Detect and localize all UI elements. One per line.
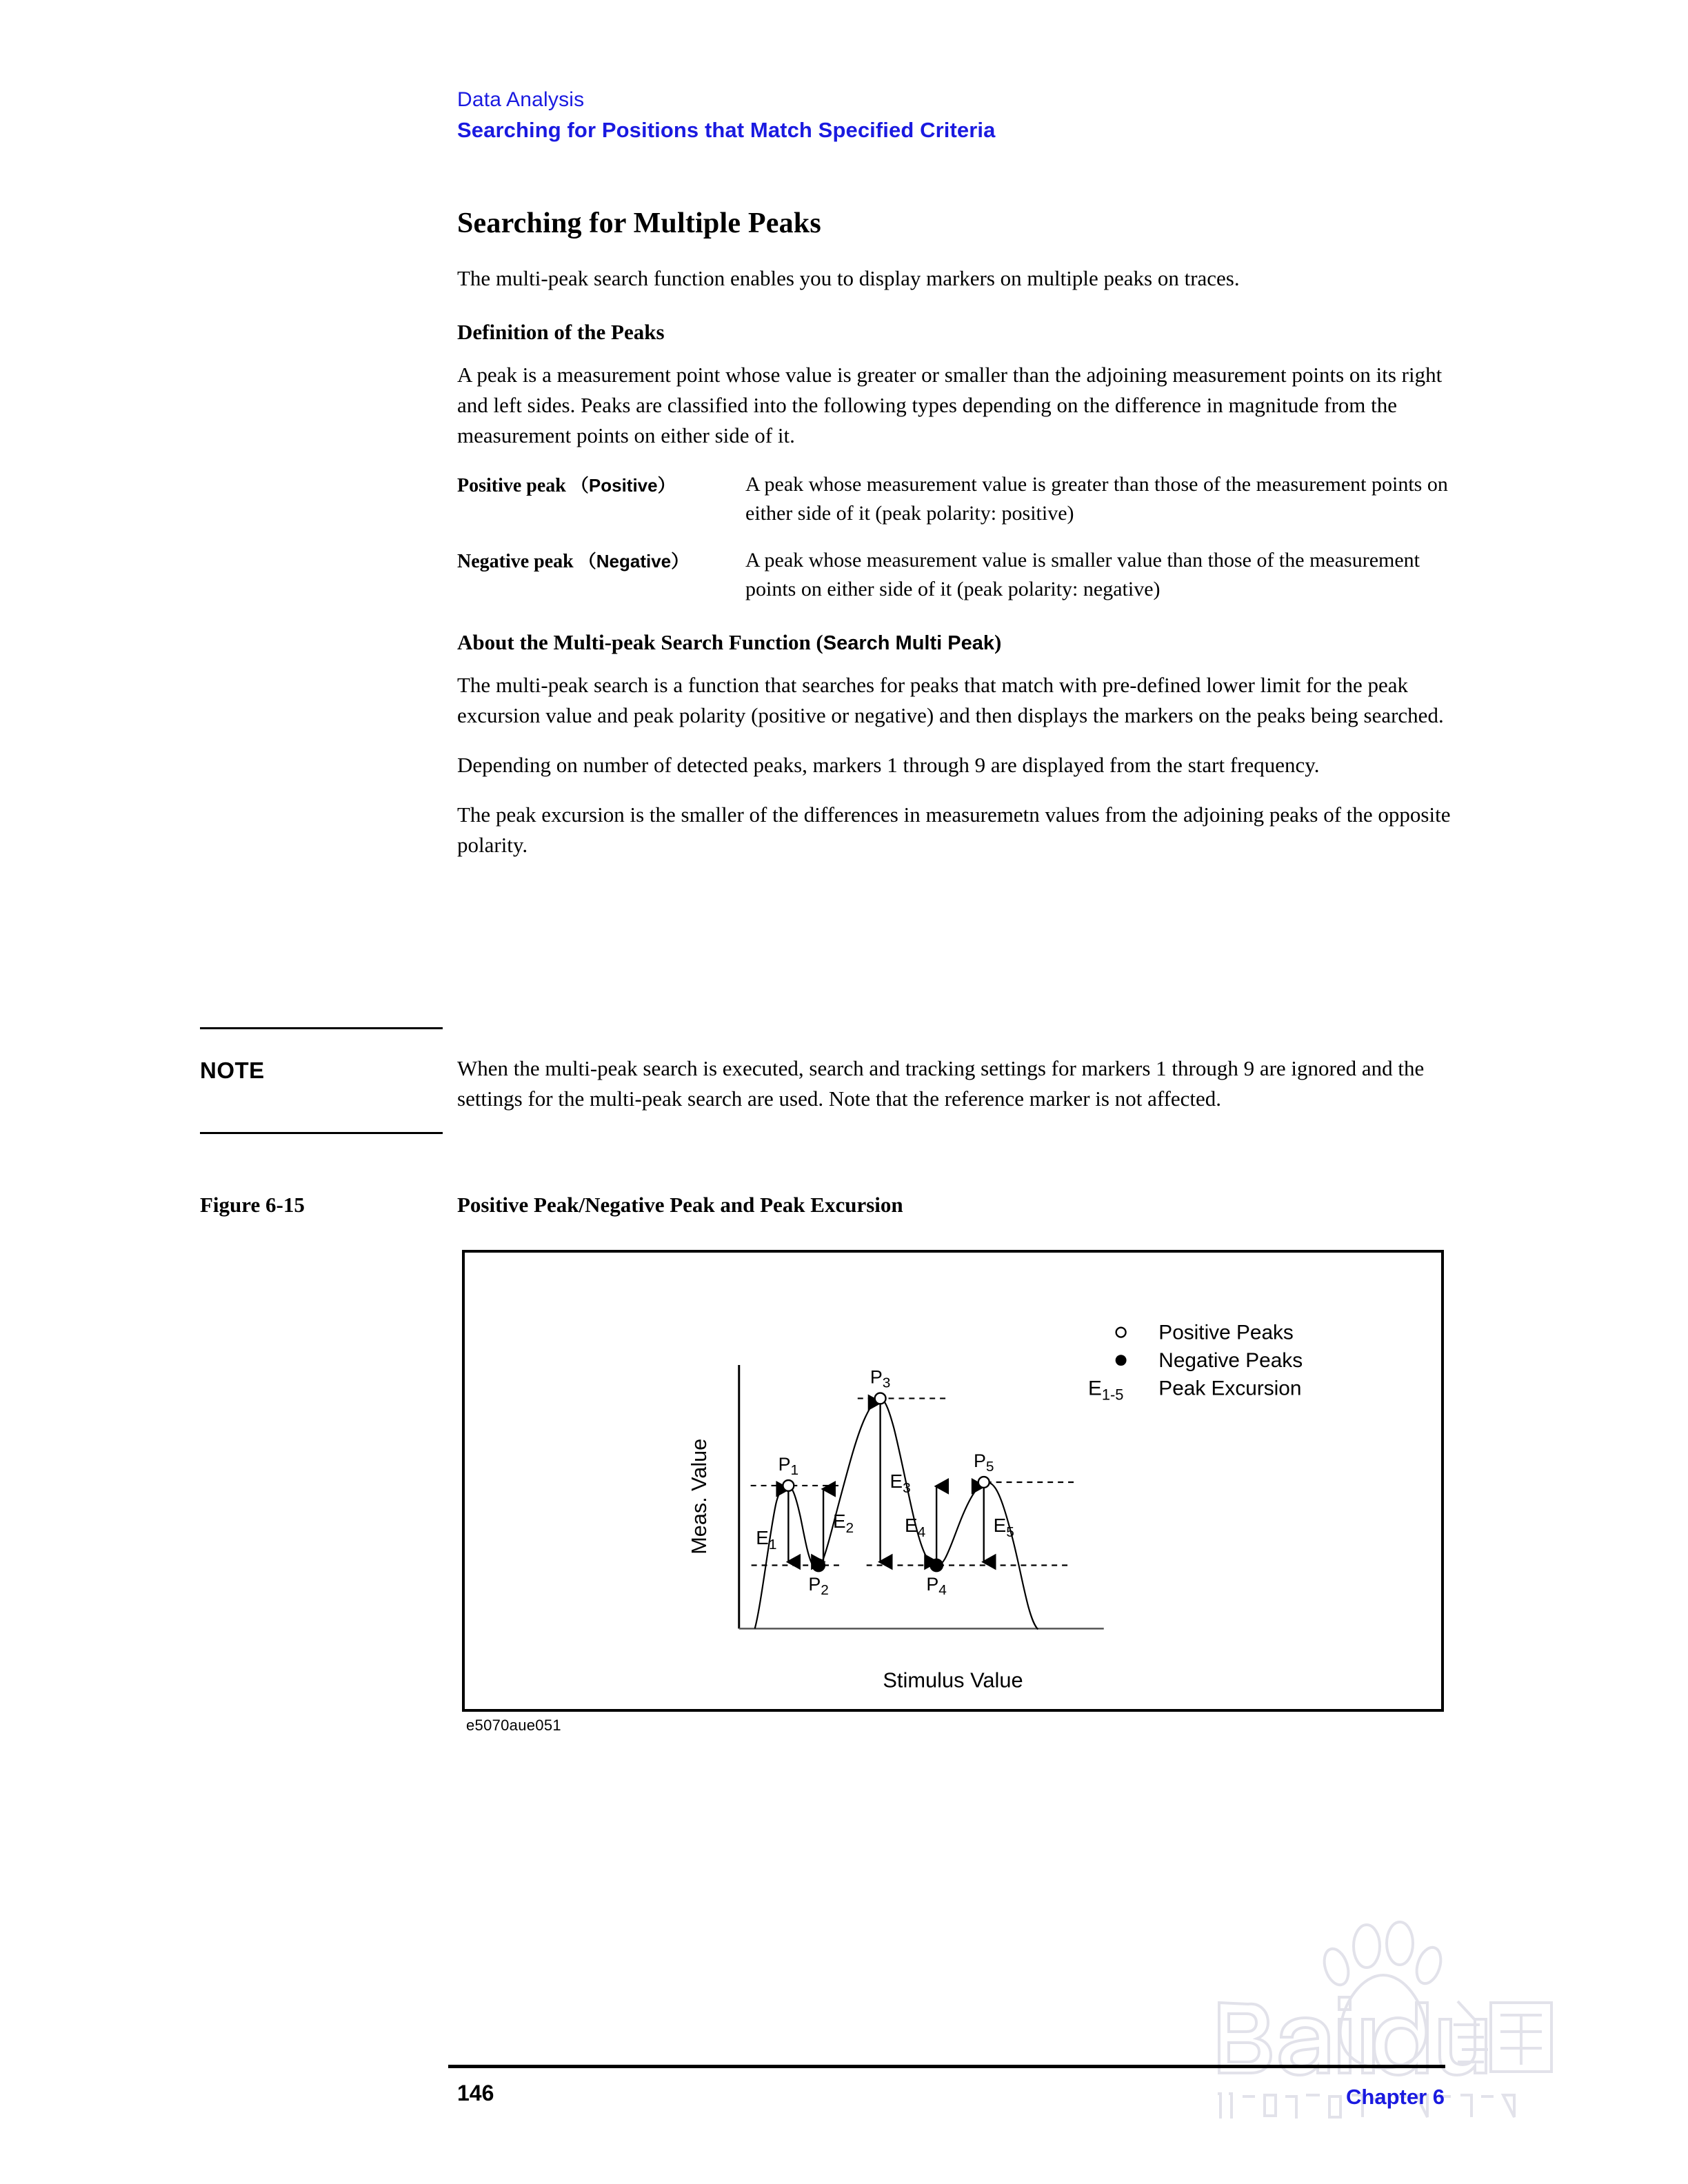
definition-term xyxy=(457,470,745,497)
peak-label-p5: $P_5$ xyxy=(973,1450,994,1475)
peak-excursion-diagram xyxy=(465,1253,1441,1709)
definition-description: A peak whose measurement value is smaller value than those of the measurement points on either side of it (peak polarity: negative) xyxy=(745,549,1420,601)
main-content xyxy=(457,207,1457,880)
legend-label-peak-excursion: Peak Excursion xyxy=(1158,1377,1302,1400)
running-header xyxy=(457,87,1491,143)
excursion-label-e1: $E_1$ xyxy=(756,1526,777,1553)
chapter-label: Chapter 6 xyxy=(1346,2085,1445,2109)
measurement-trace xyxy=(755,1398,1038,1629)
peak-label-p4: $P_4$ xyxy=(926,1574,947,1598)
x-axis-label: Stimulus Value xyxy=(883,1668,1023,1692)
y-axis-label: Meas. Value xyxy=(686,1438,712,1555)
running-header-line1: Data Analysis xyxy=(457,88,585,111)
about-paragraph-1: The multi-peak search is a function that searches for peaks that match with pre-defined lower limit for the peak excursion value and peak polarity (positive or negative) and then displays the markers on the peaks being searched. xyxy=(457,673,1444,728)
peak-label-p3: $P_3$ xyxy=(870,1366,891,1391)
note-label: NOTE xyxy=(200,1058,265,1083)
note-rule-bottom xyxy=(200,1132,443,1134)
peak-label-p2: $P_2$ xyxy=(808,1574,829,1598)
page-number: 146 xyxy=(457,2081,494,2105)
peak-label-p1: $P_1$ xyxy=(778,1454,799,1479)
definition-row xyxy=(457,546,1457,604)
definition-term xyxy=(457,546,745,573)
definition-heading: Definition of the Peaks xyxy=(457,320,665,345)
about-heading-plain: About the Multi-peak Search Function ( xyxy=(457,630,823,655)
excursion-label-e4: $E_4$ xyxy=(905,1515,926,1541)
definition-term-text: Positive peak xyxy=(457,475,566,497)
figure-id: e5070aue051 xyxy=(466,1717,561,1734)
about-paragraph-3: The peak excursion is the smaller of the differences in measuremetn values from the adjoining peaks of the opposite polarity. xyxy=(457,802,1451,858)
about-heading xyxy=(457,630,1457,655)
figure-caption xyxy=(200,1193,1458,1217)
legend-open-circle-icon xyxy=(1116,1328,1126,1337)
about-paragraph-2: Depending on number of detected peaks, markers 1 through 9 are displayed from the start frequency. xyxy=(457,753,1320,778)
definition-paragraph: A peak is a measurement point whose value is greater or smaller than the adjoining measurement points on its right and left sides. Peaks are classified into the following types depending on the difference in magnitude from the measurement points on either side of it. xyxy=(457,363,1443,448)
definition-term-paren: （Negative） xyxy=(578,551,690,572)
legend-label-positive-peaks: Positive Peaks xyxy=(1158,1321,1294,1344)
note-text: When the multi-peak search is executed, search and tracking settings for markers 1 through 9 are ignored and the settings for the multi-peak search are used. Note that the reference marker is not affected. xyxy=(457,1056,1425,1111)
definition-term-paren: （Positive） xyxy=(570,475,676,496)
peak-marker-p3 xyxy=(875,1393,886,1404)
about-heading-tail: ) xyxy=(994,630,1002,655)
excursion-label-e3: $E_3$ xyxy=(890,1470,911,1496)
running-header-line2: Searching for Positions that Match Specified Criteria xyxy=(457,117,996,142)
about-heading-command: Search Multi Peak xyxy=(823,632,994,655)
peak-definition-list xyxy=(457,470,1457,604)
peak-marker-p5 xyxy=(978,1477,989,1488)
peak-marker-p1 xyxy=(783,1480,794,1491)
legend-filled-circle-icon xyxy=(1116,1355,1127,1366)
legend-label-negative-peaks: Negative Peaks xyxy=(1158,1349,1303,1372)
intro-paragraph: The multi-peak search function enables you to display markers on multiple peaks on traces. xyxy=(457,266,1240,290)
figure-title: Positive Peak/Negative Peak and Peak Excursion xyxy=(457,1193,903,1217)
definition-term-text: Negative peak xyxy=(457,551,574,573)
definition-row xyxy=(457,470,1457,528)
figure-frame xyxy=(462,1250,1444,1712)
note-rule-top xyxy=(200,1027,443,1029)
legend-excursion-symbol: $E_{1-5}$ xyxy=(1087,1377,1124,1404)
peak-marker-p4 xyxy=(930,1559,943,1572)
peak-marker-p2 xyxy=(812,1559,825,1572)
excursion-label-e2: $E_2$ xyxy=(832,1510,854,1537)
page-title: Searching for Multiple Peaks xyxy=(457,208,821,239)
figure-number: Figure 6-15 xyxy=(200,1193,305,1217)
footer-rule xyxy=(448,2065,1445,2068)
excursion-label-e5: $E_5$ xyxy=(993,1515,1014,1541)
definition-description: A peak whose measurement value is greater than those of the measurement points on either side of it (peak polarity: positive) xyxy=(745,473,1448,525)
